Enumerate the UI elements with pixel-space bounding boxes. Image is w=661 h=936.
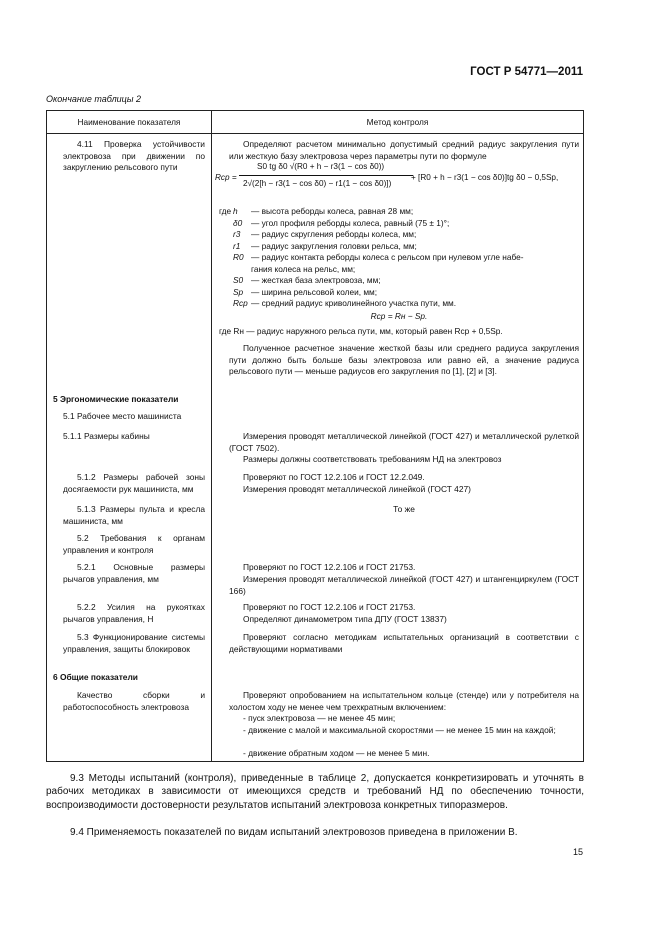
paragraph-9-3: 9.3 Методы испытаний (контроля), приведенные в таблице 2, допускается конкретизировать и уточнять в рабочих методиках в зависимости от имеющихся средств и требований НД по обеспечению точности, воспроизводимости достоверности результатов испытаний электровоза конкретных типоразмеров. [46, 773, 584, 811]
row-5-1-2-name: 5.1.2 Размеры рабочей зоны досягаемости рук машиниста, мм [63, 472, 205, 494]
paragraph-9-4: 9.4 Применяемость показателей по видам испытаний электровозов приведена в приложении В. [70, 827, 518, 838]
header-divider [47, 133, 583, 134]
col-header-method: Метод контроля [366, 117, 429, 127]
row-6-method: Проверяют опробованием на испытательном кольце (стенде) или у потребителя на холостом ходу не менее чем трехкратным включением: [229, 690, 579, 712]
where-desc: гания колеса на рельс, мм; [251, 263, 356, 274]
where-desc: — радиус скругления реборды колеса, мм; [251, 229, 417, 239]
where-row [219, 206, 579, 218]
where-row [219, 229, 579, 241]
where-outer-radius: где Rн — радиус наружного рельса пути, мм, который равен Rср + 0,5Sр. [219, 326, 503, 336]
row-6-bullet-2: - движение с малой и максимальной скоростями — не менее 15 мин на каждой; [243, 725, 556, 735]
row-5-1-3-method: То же [393, 504, 415, 514]
where-desc: — ширина рельсовой колеи, мм; [251, 286, 378, 297]
where-desc: — средний радиус криволинейного участка пути, мм. [251, 298, 457, 308]
row-5-2-1-method-2: Измерения проводят металлической линейкой (ГОСТ 427) и штангенциркулем (ГОСТ 166) [229, 574, 579, 596]
formula-lhs: Rср = [215, 173, 237, 182]
row-5-1-3-name: 5.1.3 Размеры пульта и кресла машиниста, мм [63, 504, 205, 526]
row-5-1-1-method: Измерения проводят металлической линейкой (ГОСТ 427) и металлической рулеткой (ГОСТ 7502). [229, 431, 579, 453]
row-4-11-conclusion: Полученное расчетное значение жесткой базы или среднего радиуса закругления пути должно быть больше базы электровоза или равно ей, а значение радиуса рельсового пути — меньше радиусов его закругления по [1], [2] и [3]. [229, 343, 579, 376]
row-5-1-1-name: 5.1.1 Размеры кабины [63, 431, 150, 441]
where-symbol: δ0 [233, 217, 243, 228]
fraction-bar [239, 175, 413, 176]
where-desc: — радиус закругления головки рельса, мм; [251, 240, 417, 251]
page-number: 15 [572, 847, 583, 857]
row-6-bullet-1: - пуск электровоза — не менее 45 мин; [243, 713, 396, 723]
where-desc: — жесткая база электровоза, мм; [251, 275, 381, 285]
row-5-1-1-method-2: Размеры должны соответствовать требованиям НД на электровоз [243, 454, 502, 464]
row-5-2-1-name: 5.2.1 Основные размеры рычагов управления, мм [63, 562, 205, 584]
where-row [219, 298, 579, 310]
where-desc: — высота реборды колеса, равная 28 мм; [251, 206, 414, 216]
row-5-2-2-method-2: Определяют динамометром типа ДПУ (ГОСТ 13837) [243, 614, 447, 624]
col-header-indicator: Наименование показателя [77, 117, 181, 127]
row-5-1-2-method-2: Измерения проводят металлической линейкой (ГОСТ 427) [243, 484, 471, 494]
where-symbol: r3 [233, 229, 241, 239]
where-label: где [219, 206, 232, 216]
document-header: ГОСТ Р 54771—2011 [470, 66, 583, 78]
formula-rhs: + [R0 + h − r3(1 − cos δ0)]tg δ0 − 0,5Sр, [411, 173, 559, 182]
where-row [219, 264, 579, 276]
row-5-2-name: 5.2 Требования к органам управления и контроля [63, 533, 205, 555]
section-6-title: 6 Общие показатели [53, 672, 138, 682]
row-6-name: Качество сборки и работоспособность электровоза [63, 690, 205, 712]
formula-radius [213, 158, 583, 200]
where-row [219, 287, 579, 299]
column-divider [211, 111, 212, 761]
where-symbol: Rср [233, 298, 248, 308]
where-row [219, 218, 579, 230]
where-symbol: Sр [233, 286, 244, 297]
where-symbol: R0 [233, 252, 244, 262]
formula-outer-radius: Rср = Rн − Sр. [370, 311, 428, 321]
where-symbol: S0 [233, 275, 244, 285]
row-5-2-2-name: 5.2.2 Усилия на рукоятках рычагов управления, Н [63, 602, 205, 624]
where-row [219, 252, 579, 264]
where-symbol: h [233, 206, 238, 216]
row-6-bullet-3: - движение обратным ходом — не менее 5 мин. [243, 748, 430, 758]
section-5-title: 5 Эргономические показатели [53, 394, 179, 404]
row-5-3-method: Проверяют согласно методикам испытательных организаций в соответствии с действующими нормативами [229, 632, 579, 654]
where-row [219, 275, 579, 287]
where-symbol: r1 [233, 240, 241, 251]
where-desc: — угол профиля реборды колеса, равный (75 ± 1)°; [251, 217, 450, 228]
row-4-11-name: 4.11 Проверка устойчивости электровоза при движении по закруглению рельсового пути [63, 139, 205, 172]
row-5-1-2-method: Проверяют по ГОСТ 12.2.106 и ГОСТ 12.2.049. [243, 472, 425, 482]
where-list [219, 206, 579, 310]
row-5-3-name: 5.3 Функционирование системы управления, защиты блокировок [63, 632, 205, 654]
table-caption: Окончание таблицы 2 [46, 94, 141, 104]
row-5-2-1-method: Проверяют по ГОСТ 12.2.106 и ГОСТ 21753. [243, 562, 416, 572]
formula-denominator: 2√(2[h − r3(1 − cos δ0) − r1(1 − cos δ0)]) [243, 179, 392, 188]
where-desc: — радиус контакта реборды колеса с рельсом при нулевом угле набе- [251, 252, 524, 262]
row-5-1-name: 5.1 Рабочее место машиниста [63, 411, 182, 421]
methods-table [46, 110, 584, 762]
formula-numerator: S0 tg δ0 √(R0 + h − r3(1 − cos δ0)) [257, 162, 385, 171]
row-5-2-2-method: Проверяют по ГОСТ 12.2.106 и ГОСТ 21753. [243, 602, 416, 612]
where-row [219, 241, 579, 253]
row-4-11-intro: Определяют расчетом минимально допустимый средний радиус закругления пути или жесткую базу электровоза через параметры пути по формуле [229, 139, 579, 161]
